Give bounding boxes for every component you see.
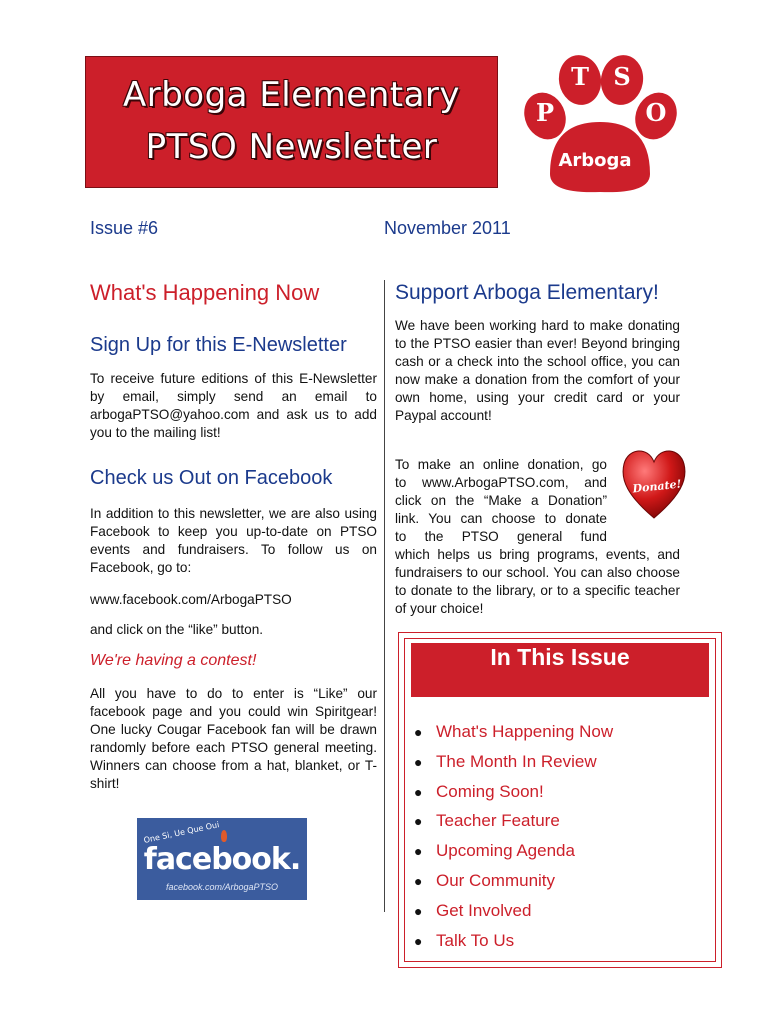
toc-item-label: Get Involved [436, 900, 532, 920]
toc-item-label: Talk To Us [436, 930, 515, 950]
column-divider [384, 280, 385, 912]
toc-item-get-involved[interactable] [414, 901, 613, 931]
donation-rest: which helps us bring programs, events, and fundraisers to our school. You can also choose to donate to the library, or to a specific teacher of your choice! [395, 547, 680, 616]
toc-item-teacher-feature[interactable] [414, 811, 613, 841]
heading-facebook: Check us Out on Facebook [90, 467, 333, 489]
support-para1: We have been working hard to make donating to the PTSO easier than ever! Beyond bringing cash or a check into the school office, you can now make a donation from the comfort of your own home, using your credit card or your Paypal account! [395, 318, 680, 423]
donation-line: link. You can choose to donate [395, 511, 607, 526]
paw-letter-o: O [645, 98, 667, 127]
masthead-title-line1: Arboga Elementary [122, 75, 461, 115]
bullet-icon: ● [414, 813, 423, 830]
toc-item-label: Upcoming Agenda [436, 841, 575, 861]
bullet-icon: ● [414, 902, 423, 919]
facebook-logo[interactable] [137, 818, 307, 900]
bullet-icon: ● [414, 872, 423, 889]
facebook-body: In addition to this newsletter, we are also using Facebook to keep you up-to-date on PTSO events and fundraisers. To follow us on Facebook, go to: [90, 506, 377, 575]
toc-title: In This Issue [490, 644, 630, 670]
toc-item-label: The Month In Review [436, 751, 597, 771]
bullet-icon: ● [414, 724, 423, 740]
section-title-support: Support Arboga Elementary! [395, 281, 659, 304]
toc-item-whats-happening[interactable] [414, 722, 613, 752]
facebook-like-instruction: and click on the “like” button. [90, 622, 264, 637]
masthead-title-line2: PTSO Newsletter [145, 127, 438, 167]
bullet-icon: ● [414, 783, 423, 800]
flame-icon [221, 830, 227, 842]
toc-item-coming-soon[interactable] [414, 782, 613, 812]
issue-number: Issue #6 [90, 218, 159, 238]
paw-letter-s: S [613, 62, 631, 91]
donation-line: to the PTSO general fund [395, 529, 607, 544]
paw-label: Arboga [558, 150, 632, 171]
issue-date: November 2011 [384, 218, 511, 238]
donation-line: to www.ArbogaPTSO.com, and [395, 475, 607, 490]
toc-item-label: Our Community [436, 870, 556, 890]
paw-letters [510, 44, 680, 194]
toc-item-month-review[interactable] [414, 752, 613, 782]
section-title-whats-happening: What's Happening Now [90, 280, 320, 305]
paw-letter-p: P [535, 98, 555, 127]
toc-item-upcoming-agenda[interactable] [414, 841, 613, 871]
heading-contest: We're having a contest! [90, 652, 257, 669]
bullet-icon: ● [414, 932, 423, 949]
toc-item-talk-to-us[interactable] [414, 931, 613, 961]
facebook-logo-url: facebook.com/ArbogaPTSO [165, 882, 279, 892]
bullet-icon: ● [414, 843, 423, 860]
toc-item-label: Teacher Feature [436, 811, 560, 831]
toc-item-label: What's Happening Now [436, 722, 614, 741]
toc-item-label: Coming Soon! [436, 781, 544, 801]
heading-signup: Sign Up for this E-Newsletter [90, 334, 347, 356]
signup-body: To receive future editions of this E-Newsletter by email, simply send an email to arbogaPTSO@yahoo.com and ask us to add you to the mailing list! [90, 371, 377, 440]
donation-instructions [395, 456, 607, 546]
toc-item-our-community[interactable] [414, 871, 613, 901]
masthead-banner [85, 56, 498, 188]
facebook-url-link[interactable]: www.facebook.com/ArbogaPTSO [90, 592, 292, 607]
donation-line: To make an online donation, go [395, 457, 607, 472]
facebook-logo-word: facebook. [143, 842, 301, 877]
contest-body: All you have to do to enter is “Like” our facebook page and you could win Spiritgear! One lucky Cougar Facebook fan will be drawn randomly before each PTSO general meeting. Winners can choose from a hat, blanket, or T-shirt! [90, 686, 377, 791]
facebook-logo-tagline: One Si, Ue Que Oui [142, 820, 221, 845]
donation-line: click on the “Make a Donation” [395, 493, 607, 508]
donate-heart-label: Donate! [631, 477, 682, 496]
toc-list [414, 722, 613, 960]
paw-letter-t: T [571, 62, 589, 91]
bullet-icon: ● [414, 753, 423, 770]
